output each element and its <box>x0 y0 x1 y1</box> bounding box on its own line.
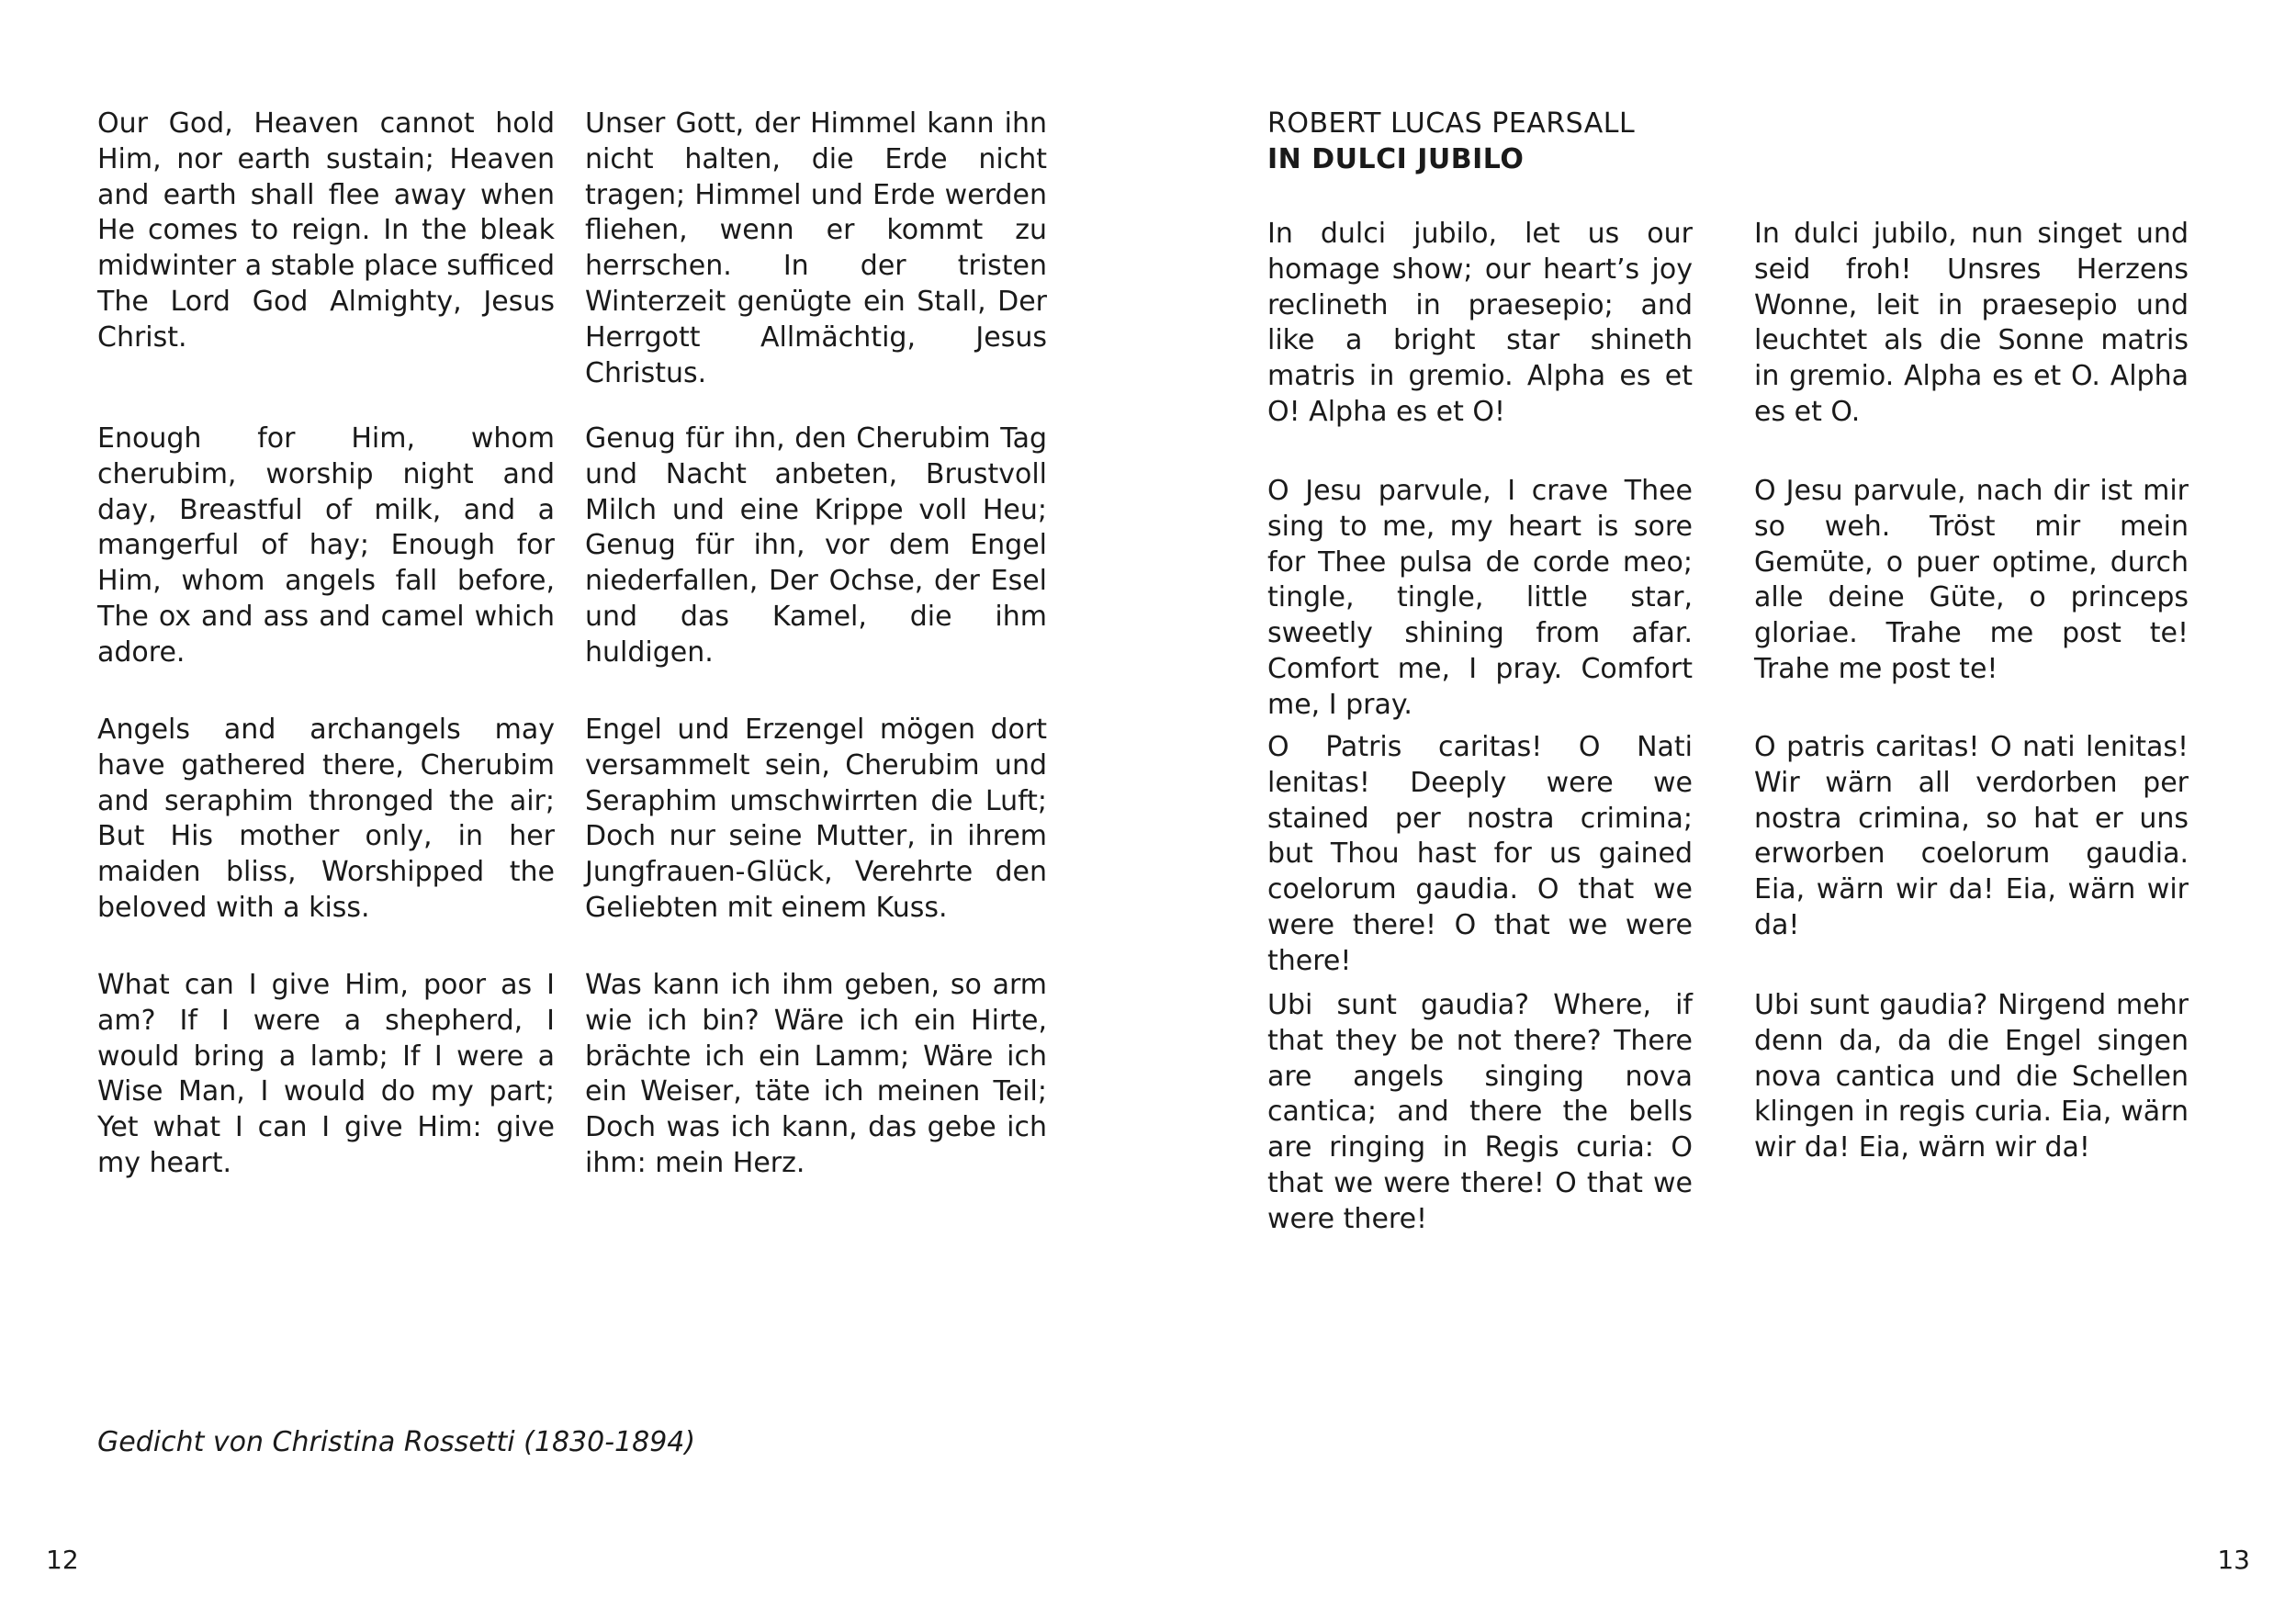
right-page <box>1148 0 2296 1619</box>
english-stanza-2: Enough for Him, whom cherubim, worship night and day, Breastful of milk, and a mangerful of hay; Enough for Him, whom angels fall before, The ox and ass and camel which adore. <box>97 422 555 669</box>
composer-name: ROBERT LUCAS PEARSALL <box>1267 107 1636 140</box>
piece-heading <box>1267 107 1635 178</box>
english-verse-3: O Patris caritas! O Nati lenitas! Deeply were we stained per nostra crimina; but Thou hast for us gained coelorum gaudia. O that we were there! O that we were there! <box>1267 731 1693 977</box>
german-verse-1: In dulci jubilo, nun singet und seid froh! Unsres Herzens Wonne, leit in praesepio und leuchtet als die Sonne matris in gremio. Alpha es et O. Alpha es et O. <box>1754 218 2189 428</box>
german-stanza-3: Engel und Erzengel mögen dort versammelt sein, Cherubim und Seraphim umschwirrten die Luft; Doch nur seine Mutter, in ihrem Jungfrauen-Glück, Verehrte den Geliebten mit einem Kuss. <box>585 714 1047 924</box>
german-verse-2: O Jesu parvule, nach dir ist mir so weh. Tröst mir mein Gemüte, o puer optime, durch alle deine Güte, o princeps gloriae. Trahe me post te! Trahe me post te! <box>1754 475 2189 685</box>
english-verse-2: O Jesu parvule, I crave Thee sing to me, my heart is sore for Thee pulsa de corde meo; tingle, tingle, little star, sweetly shining from afar. Comfort me, I pray. Comfort me, I pray. <box>1267 475 1693 721</box>
german-stanza-4: Was kann ich ihm geben, so arm wie ich bin? Wäre ich ein Hirte, brächte ich ein Lamm; Wäre ich ein Weiser, täte ich meinen Teil; Doch was ich kann, das gebe ich ihm: mein Herz. <box>585 969 1047 1179</box>
piece-title: IN DULCI JUBILO <box>1267 142 1525 175</box>
english-verse-1: In dulci jubilo, let us our homage show; our heart’s joy reclineth in praesepio; and like a bright star shineth matris in gremio. Alpha es et O! Alpha es et O! <box>1267 218 1693 428</box>
german-verse-4: Ubi sunt gaudia? Nirgend mehr denn da, da die Engel singen nova cantica und die Schellen klingen in regis curia. Eia, wärn wir da! Eia, wärn wir da! <box>1754 989 2189 1164</box>
poem-credit: Gedicht von Christina Rossetti (1830-1894) <box>97 1426 696 1458</box>
english-verse-4: Ubi sunt gaudia? Where, if that they be not there? There are angels singing nova cantica; and there the bells are ringing in Regis curia: O that we were there! O that we were there! <box>1267 989 1693 1235</box>
english-stanza-4: What can I give Him, poor as I am? If I were a shepherd, I would bring a lamb; If I were a Wise Man, I would do my part; Yet what I can I give Him: give my heart. <box>97 969 555 1179</box>
german-verse-3: O patris caritas! O nati lenitas! Wir wärn all verdorben per nostra crimina, so hat er uns erworben coelorum gaudia. Eia, wärn wir da! Eia, wärn wir da! <box>1754 731 2189 941</box>
page-number-left: 12 <box>46 1545 79 1575</box>
german-stanza-2: Genug für ihn, den Cherubim Tag und Nacht anbeten, Brustvoll Milch und eine Krippe voll Heu; Genug für ihn, vor dem Engel niederfallen, Der Ochse, der Esel und das Kamel, die ihm huldigen. <box>585 422 1047 669</box>
english-stanza-3: Angels and archangels may have gathered there, Cherubim and seraphim thronged the air; But His mother only, in her maiden bliss, Worshipped the beloved with a kiss. <box>97 714 555 924</box>
german-stanza-1: Unser Gott, der Himmel kann ihn nicht halten, die Erde nicht tragen; Himmel und Erde werden fliehen, wenn er kommt zu herrschen. In der tristen Winterzeit genügte ein Stall, Der Herrgott Allmächtig, Jesus Christus. <box>585 107 1047 389</box>
english-stanza-1: Our God, Heaven cannot hold Him, nor earth sustain; Heaven and earth shall flee away when He comes to reign. In the bleak midwinter a stable place sufficed The Lord God Almighty, Jesus Christ. <box>97 107 555 354</box>
page-number-right: 13 <box>2217 1545 2250 1575</box>
